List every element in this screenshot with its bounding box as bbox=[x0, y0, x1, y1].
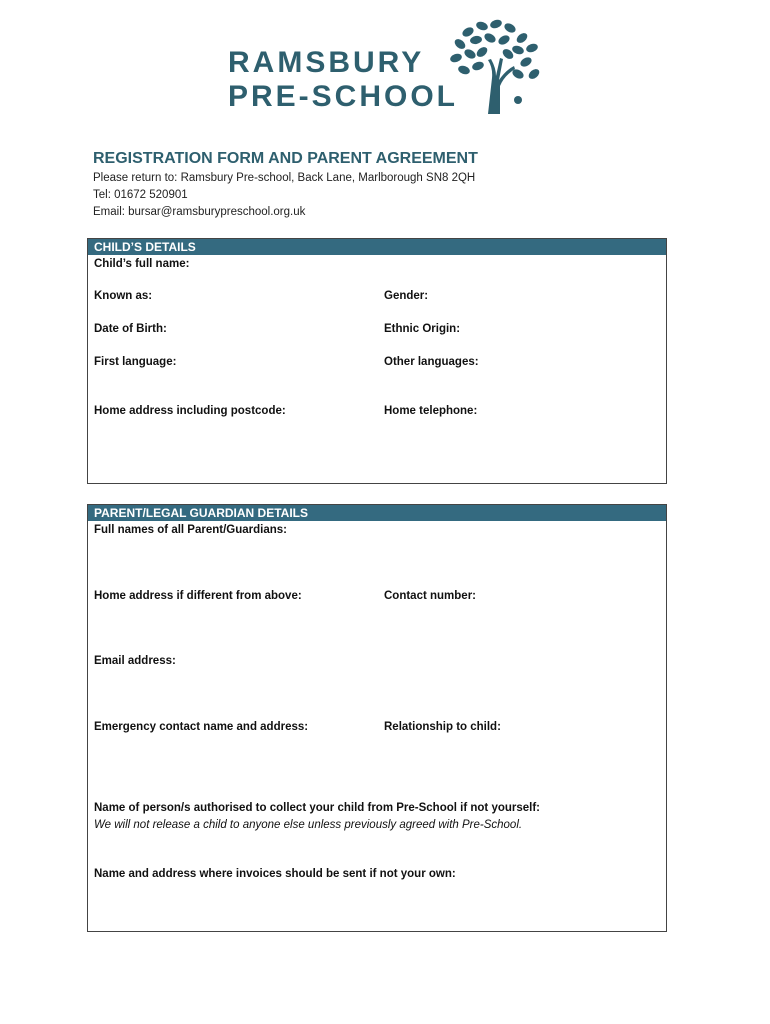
emergency-contact-label: Emergency contact name and address: bbox=[94, 721, 309, 733]
contact-number-label: Contact number: bbox=[384, 590, 476, 602]
child-full-name-label: Child’s full name: bbox=[94, 258, 190, 270]
return-telephone: Tel: 01672 520901 bbox=[93, 189, 188, 201]
section-header-child: CHILD’S DETAILS bbox=[88, 239, 666, 255]
invoices-address-label: Name and address where invoices should be sent if not your own: bbox=[94, 868, 456, 880]
first-language-label: First language: bbox=[94, 356, 177, 368]
authorised-collect-note: We will not release a child to anyone else unless previously agreed with Pre-School. bbox=[94, 819, 523, 831]
home-address-label: Home address including postcode: bbox=[94, 405, 286, 417]
other-languages-label: Other languages: bbox=[384, 356, 479, 368]
page-title: REGISTRATION FORM AND PARENT AGREEMENT bbox=[93, 150, 478, 167]
school-logo bbox=[228, 18, 548, 114]
ethnic-origin-label: Ethnic Origin: bbox=[384, 323, 461, 335]
email-address-label: Email address: bbox=[94, 655, 176, 667]
date-of-birth-label: Date of Birth: bbox=[94, 323, 167, 335]
parent-guardian-section bbox=[87, 504, 667, 932]
tree-icon bbox=[438, 18, 548, 114]
home-telephone-label: Home telephone: bbox=[384, 405, 478, 417]
logo-text-line2: PRE-SCHOOL bbox=[228, 80, 459, 113]
authorised-collect-label: Name of person/s authorised to collect your child from Pre-School if not yourself: bbox=[94, 802, 541, 814]
gender-label: Gender: bbox=[384, 290, 429, 302]
childs-details-section bbox=[87, 238, 667, 484]
logo-text-line1: RAMSBURY bbox=[228, 46, 425, 79]
section-header-parent: PARENT/LEGAL GUARDIAN DETAILS bbox=[88, 505, 666, 521]
known-as-label: Known as: bbox=[94, 290, 153, 302]
home-address-different-label: Home address if different from above: bbox=[94, 590, 302, 602]
parent-full-names-label: Full names of all Parent/Guardians: bbox=[94, 524, 287, 536]
relationship-label: Relationship to child: bbox=[384, 721, 501, 733]
return-email: Email: bursar@ramsburypreschool.org.uk bbox=[93, 206, 306, 218]
return-address: Please return to: Ramsbury Pre-school, Back Lane, Marlborough SN8 2QH bbox=[93, 172, 476, 184]
